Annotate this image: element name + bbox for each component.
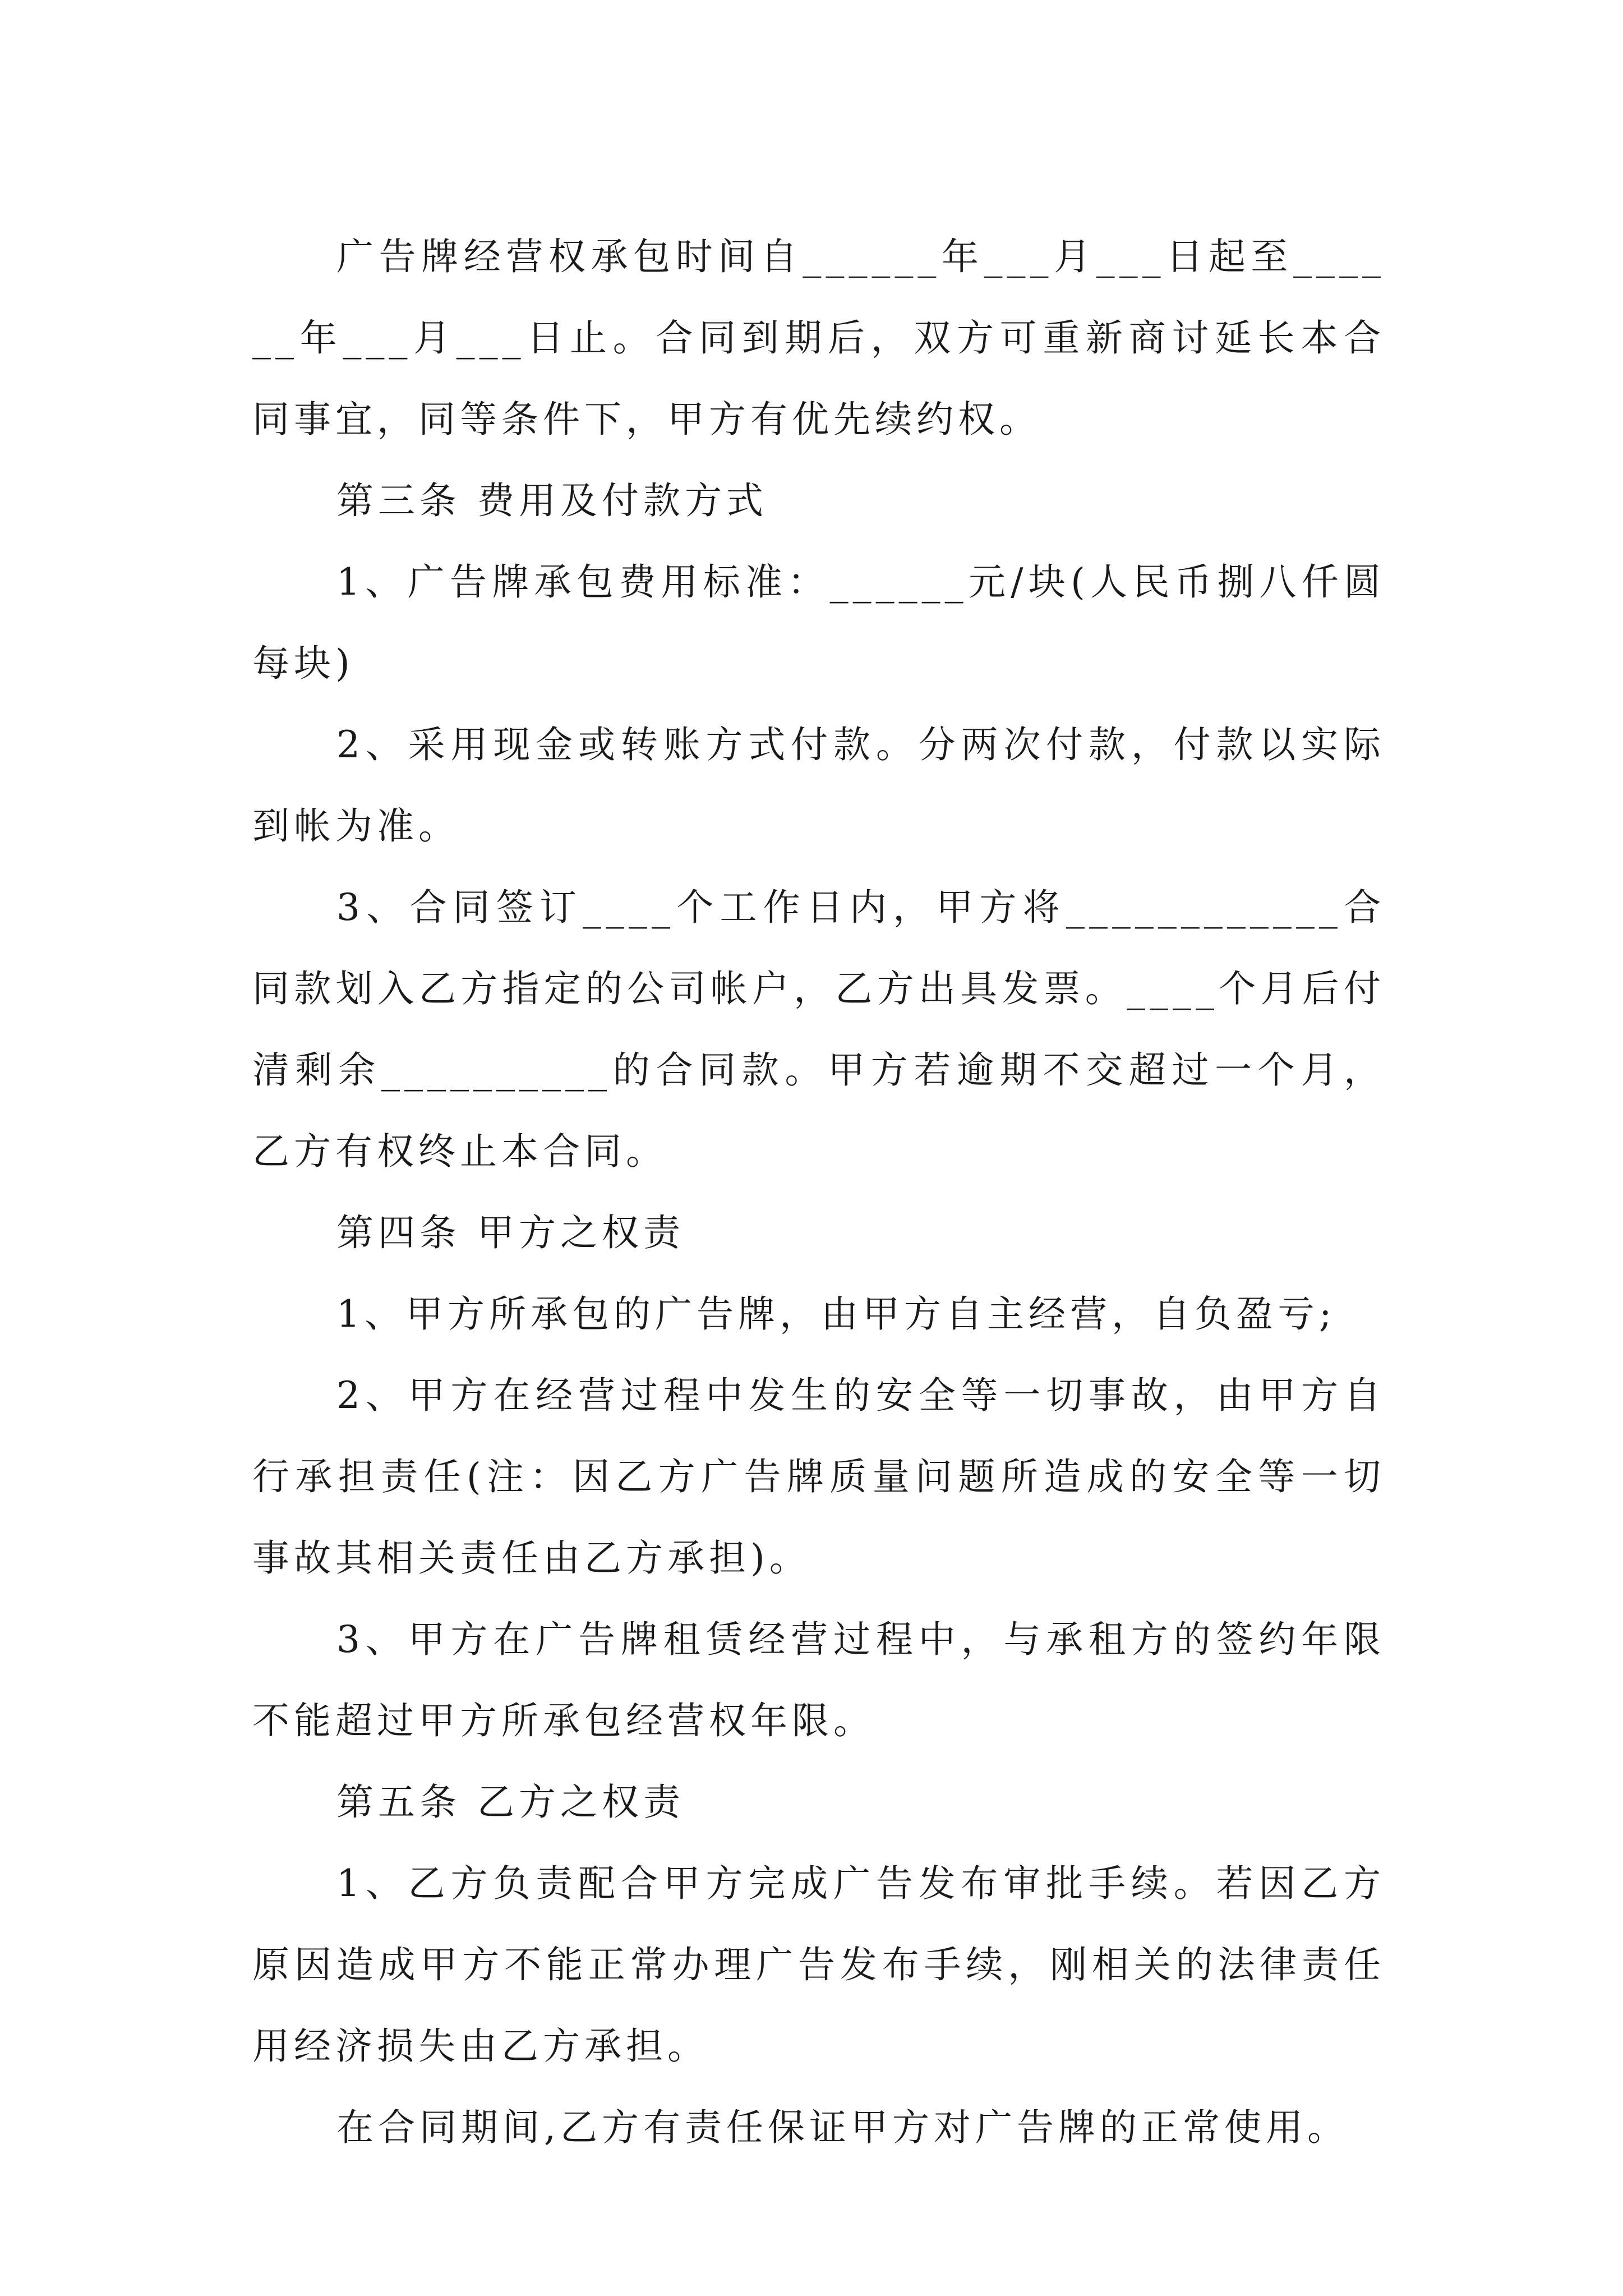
article-4-heading: 第四条 甲方之权责 <box>336 1211 685 1254</box>
article-5-heading: 第五条 乙方之权责 <box>336 1780 685 1824</box>
article-3-heading: 第三条 费用及付款方式 <box>336 479 768 522</box>
paragraph-party-a-2: 2、甲方在经营过程中发生的安全等一切事故，由甲方自行承担责任(注：因乙方广告牌质量问题所造成的安全等一切事故其相关责任由乙方承担)。 <box>252 1374 1385 1580</box>
paragraph-fee-standard: 1、广告牌承包费用标准：______元/块(人民币捌八仟圆每块) <box>252 560 1385 685</box>
paragraph-party-a-1: 1、甲方所承包的广告牌，由甲方自主经营，自负盈亏; <box>336 1292 1336 1336</box>
document-body <box>252 216 1385 2168</box>
paragraph-party-b-1: 1、乙方负责配合甲方完成广告发布审批手续。若因乙方原因造成甲方不能正常办理广告发布手续，刚相关的法律责任用经济损失由乙方承担。 <box>252 1862 1385 2068</box>
paragraph-payment-schedule: 3、合同签订____个工作日内，甲方将____________合同款划入乙方指定的公司帐户，乙方出具发票。____个月后付清剩余__________的合同款。甲方若逾期不交超过一个月，乙方有权终止本合同。 <box>252 886 1385 1173</box>
paragraph-party-b-2: 在合同期间,乙方有责任保证甲方对广告牌的正常使用。 <box>336 2106 1349 2149</box>
paragraph-party-a-3: 3、甲方在广告牌租赁经营过程中，与承租方的签约年限不能超过甲方所承包经营权年限。 <box>252 1618 1385 1742</box>
paragraph-term: 广告牌经营权承包时间自______年___月___日起至______年___月___日止。合同到期后，双方可重新商讨延长本合同事宜，同等条件下，甲方有优先续约权。 <box>252 235 1385 441</box>
paragraph-payment-method: 2、采用现金或转账方式付款。分两次付款，付款以实际到帐为准。 <box>252 723 1385 848</box>
